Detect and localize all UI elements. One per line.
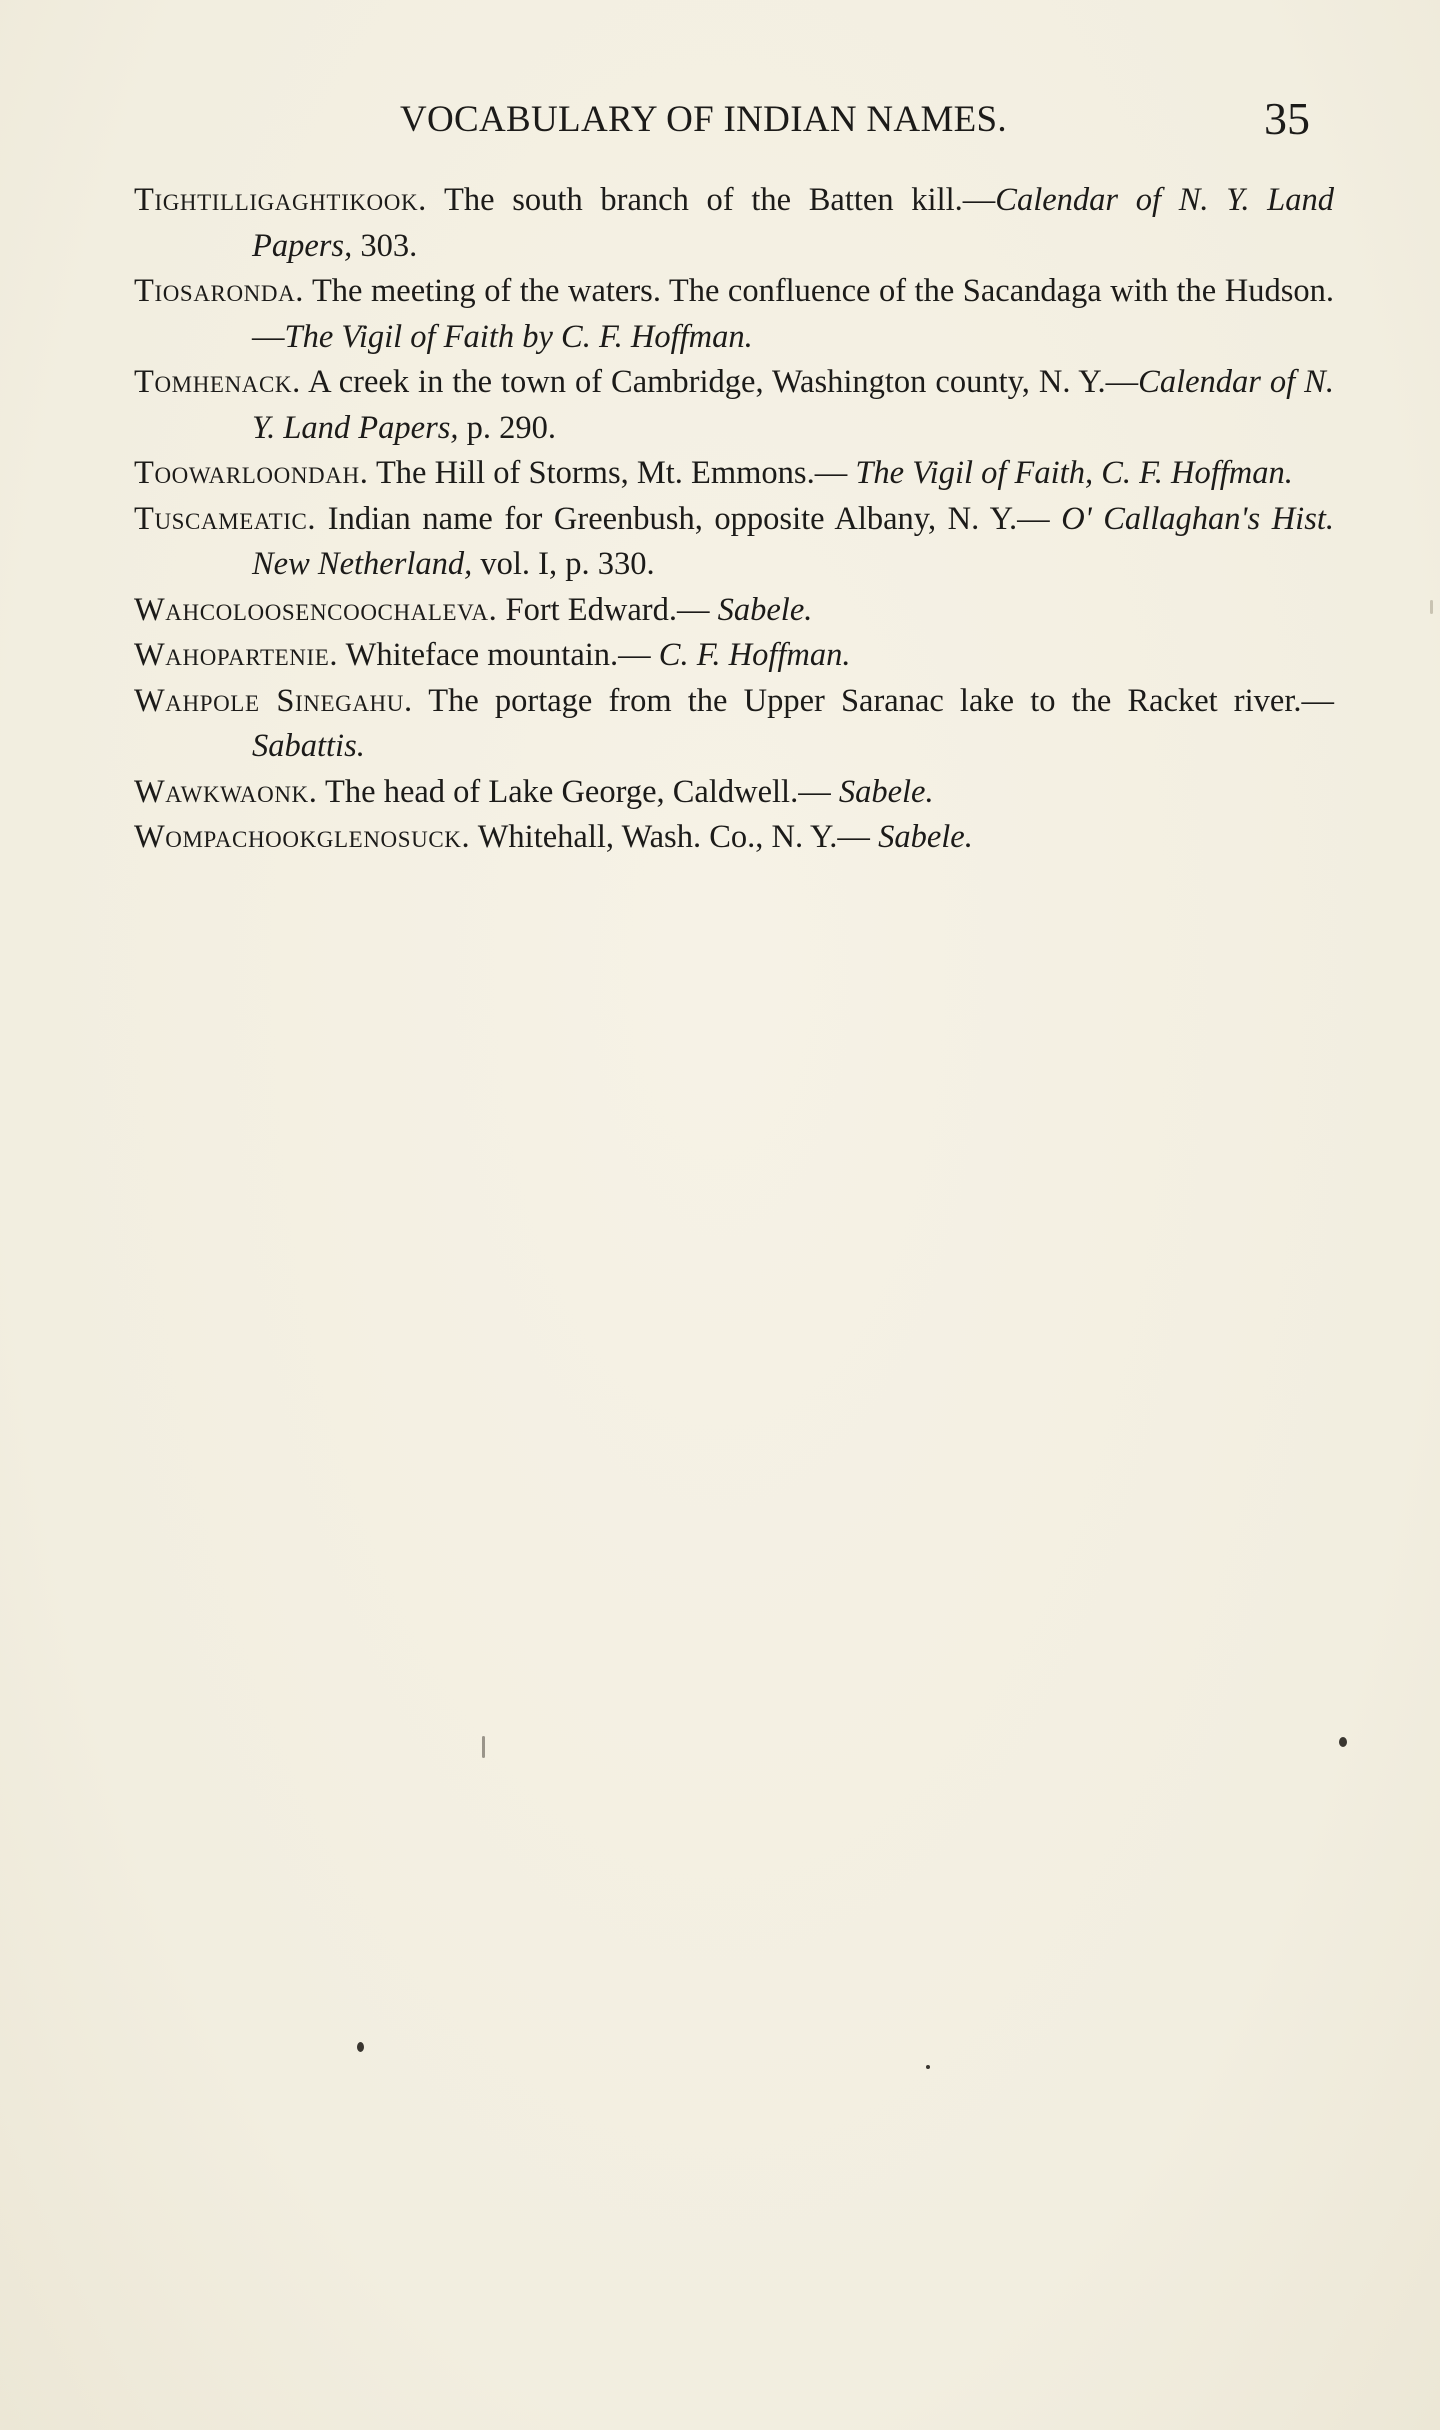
entry-source: Calendar of N. Y. Land Papers, xyxy=(252,182,1335,264)
entry-source: Sabele. xyxy=(717,591,813,628)
vocabulary-entries xyxy=(134,178,1334,861)
entry-headword: Tiosaronda. xyxy=(134,273,305,309)
entry-headword: Wompachookglenosuck. xyxy=(134,819,471,855)
vocabulary-entry xyxy=(134,269,1334,360)
entry-definition: The Hill of Storms, Mt. Emmons.— xyxy=(368,455,856,491)
running-title: VOCABULARY OF INDIAN NAMES. xyxy=(400,99,1007,140)
entry-source: C. F. Hoffman. xyxy=(658,637,851,673)
running-head xyxy=(0,92,1440,148)
entry-source: The Vigil of Faith by C. F. Hoffman. xyxy=(284,318,753,355)
entry-source: Calendar of N. Y. Land Papers, xyxy=(252,364,1334,446)
vocabulary-entry xyxy=(134,770,1334,816)
entry-tail: 303. xyxy=(352,227,418,264)
vocabulary-entry xyxy=(134,633,1334,679)
page-number: 35 xyxy=(1264,93,1310,144)
entry-headword: Wahcoloosencoochaleva. xyxy=(134,591,498,628)
entry-headword: Wahpole Sinegahu. xyxy=(134,682,413,719)
entry-definition: The head of Lake George, Caldwell.— xyxy=(317,773,839,810)
paper-speck xyxy=(926,2065,930,2069)
entry-definition: The portage from the Upper Saranac lake to the Racket river.— xyxy=(412,682,1334,719)
vocabulary-entry xyxy=(134,178,1334,269)
vocabulary-entry xyxy=(134,815,1334,861)
entry-definition: A creek in the town of Cambridge, Washington county, N. Y.— xyxy=(300,364,1139,400)
entry-source: O' Callaghan's Hist. New Netherland, xyxy=(252,500,1335,582)
entry-definition: Indian name for Greenbush, opposite Albany, N. Y.— xyxy=(316,500,1062,537)
entry-headword: Tightilligaghtikook. xyxy=(134,182,427,218)
entry-headword: Wawkwaonk. xyxy=(134,773,318,810)
entry-definition: Whiteface mountain.— xyxy=(338,637,659,673)
paper-speck xyxy=(357,2042,364,2052)
entry-tail: p. 290. xyxy=(458,409,556,446)
entry-source: Sabele. xyxy=(878,819,973,855)
entry-source: Sabattis. xyxy=(252,728,365,764)
vocabulary-entry xyxy=(134,451,1334,497)
entry-headword: Tuscameatic. xyxy=(134,500,317,537)
entry-headword: Tomhenack. xyxy=(134,364,301,400)
entry-definition: Whitehall, Wash. Co., N. Y.— xyxy=(470,819,879,855)
vocabulary-entry xyxy=(134,360,1334,451)
vocabulary-entry xyxy=(134,588,1334,634)
vocabulary-entry xyxy=(134,497,1334,588)
entry-definition: The meeting of the waters. The confluence of the Sacandaga with the Hudson.— xyxy=(252,273,1334,355)
paper-speck xyxy=(1339,1737,1347,1747)
vocabulary-entry xyxy=(134,679,1334,770)
entry-definition: Fort Edward.— xyxy=(497,591,718,628)
entry-source: Sabele. xyxy=(838,773,934,810)
entry-headword: Toowarloondah. xyxy=(134,455,369,491)
entry-tail: vol. I, p. 330. xyxy=(472,546,655,582)
entry-source: The Vigil of Faith, C. F. Hoffman. xyxy=(855,455,1293,491)
entry-headword: Wahopartenie. xyxy=(134,637,339,673)
paper-speck xyxy=(1430,600,1433,614)
paper-speck xyxy=(482,1736,485,1758)
entry-definition: The south branch of the Batten kill.— xyxy=(426,182,996,218)
